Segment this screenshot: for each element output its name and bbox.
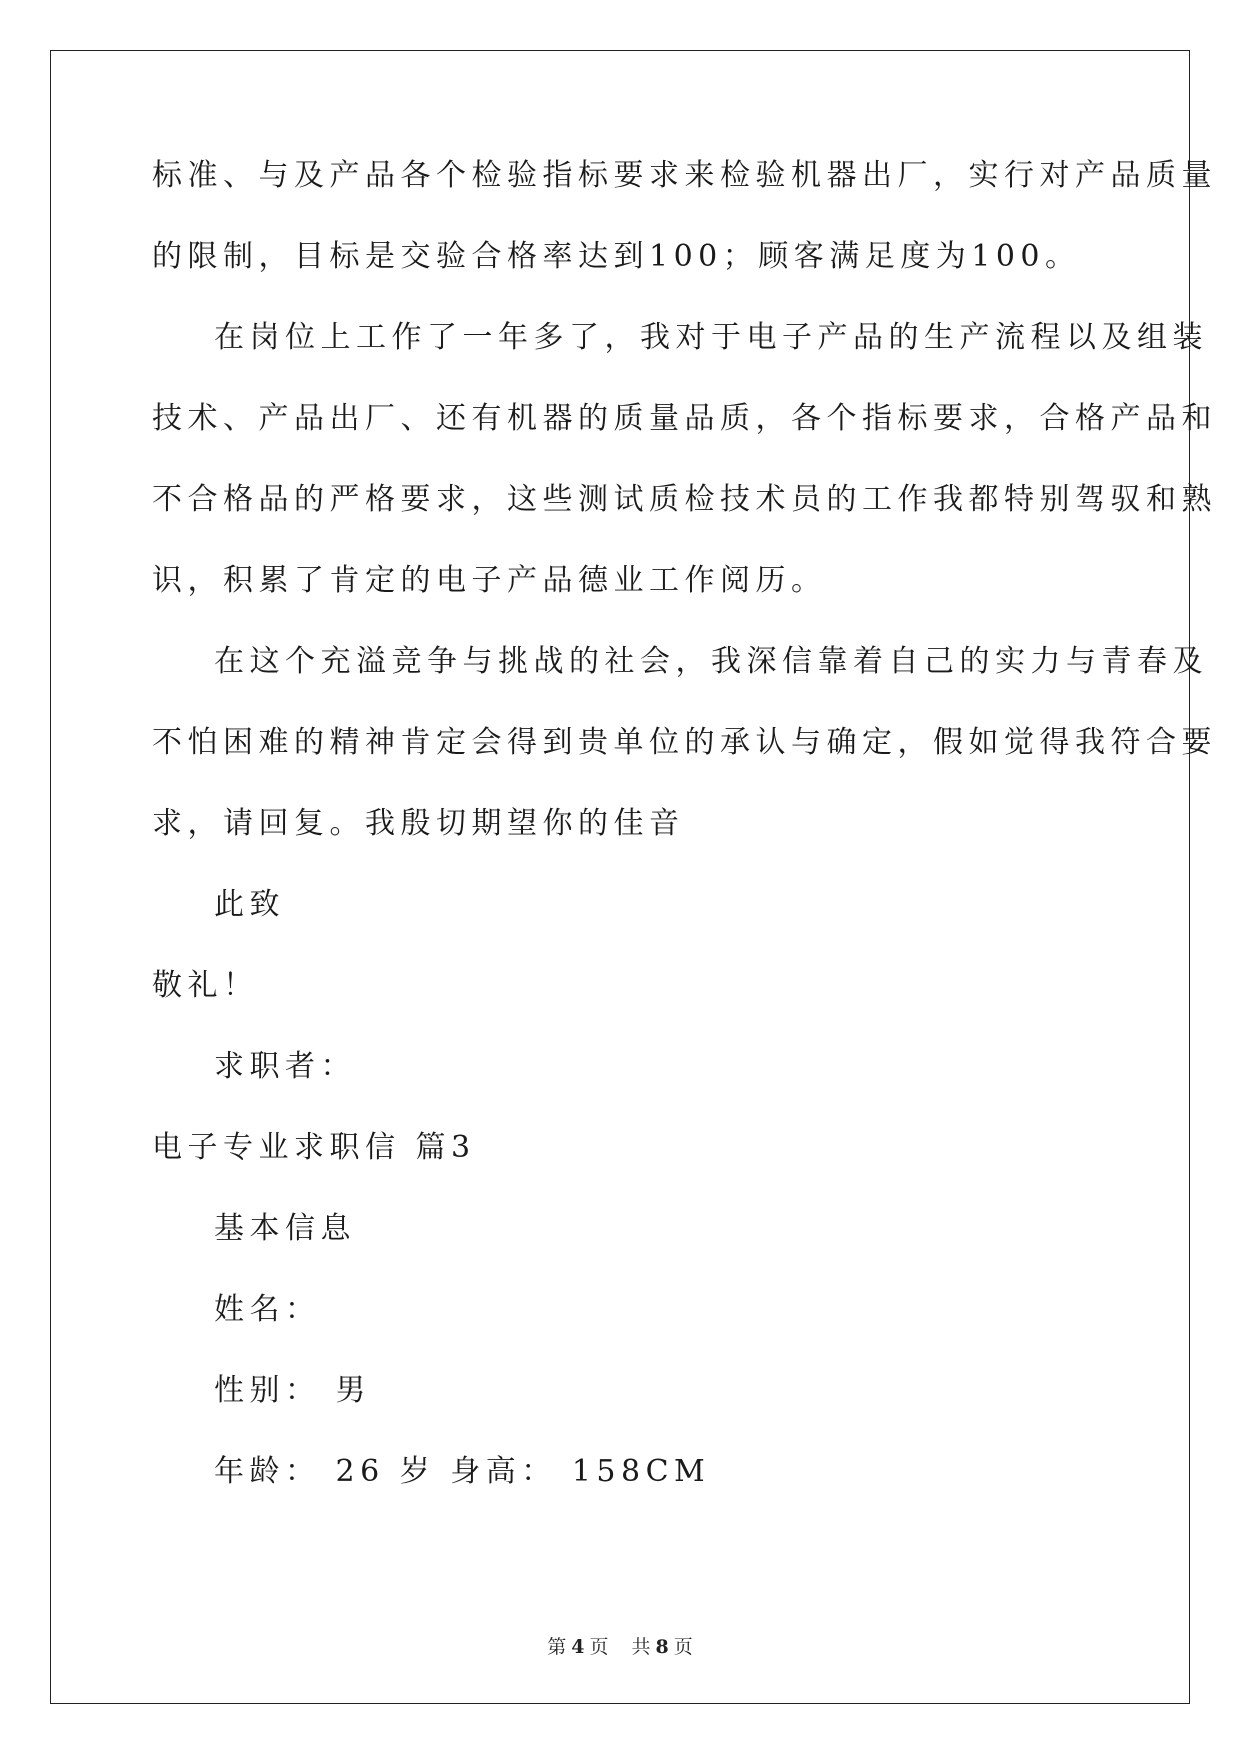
total-prefix: 共	[631, 1636, 652, 1658]
info-age-height: 年龄： 26 岁 身高： 158CM	[214, 1454, 711, 1489]
info-gender: 性别： 男	[214, 1373, 372, 1408]
signature-label: 求职者：	[214, 1049, 356, 1084]
paragraph-line: 的限制，目标是交验合格率达到100；顾客满足度为100。	[152, 239, 1081, 274]
paragraph-line: 不怕困难的精神肯定会得到贵单位的承认与确定，假如觉得我符合要	[152, 725, 1217, 760]
closing-line: 此致	[214, 887, 285, 922]
paragraph-line: 技术、产品出厂、还有机器的质量品质，各个指标要求，合格产品和	[152, 401, 1217, 436]
paragraph-line: 在岗位上工作了一年多了，我对于电子产品的生产流程以及组装	[214, 320, 1208, 355]
paragraph-line: 在这个充溢竞争与挑战的社会，我深信靠着自己的实力与青春及	[214, 644, 1208, 679]
paragraph-line: 标准、与及产品各个检验指标要求来检验机器出厂，实行对产品质量	[152, 158, 1217, 193]
salutation-line: 敬礼！	[152, 968, 259, 1003]
page-prefix: 第	[547, 1636, 568, 1658]
paragraph-line: 不合格品的严格要求，这些测试质检技术员的工作我都特别驾驭和熟	[152, 482, 1217, 517]
document-body	[152, 158, 1217, 1535]
info-name: 姓名：	[214, 1292, 321, 1327]
page-suffix: 页	[589, 1636, 610, 1658]
current-page-number: 4	[571, 1636, 586, 1658]
section-heading: 电子专业求职信 篇3	[152, 1130, 476, 1165]
page-footer	[0, 1632, 1241, 1659]
total-page-number: 8	[655, 1636, 670, 1658]
info-heading: 基本信息	[214, 1211, 356, 1246]
paragraph-line: 识，积累了肯定的电子产品德业工作阅历。	[152, 563, 827, 598]
paragraph-line: 求，请回复。我殷切期望你的佳音	[152, 806, 685, 841]
total-suffix: 页	[673, 1636, 694, 1658]
